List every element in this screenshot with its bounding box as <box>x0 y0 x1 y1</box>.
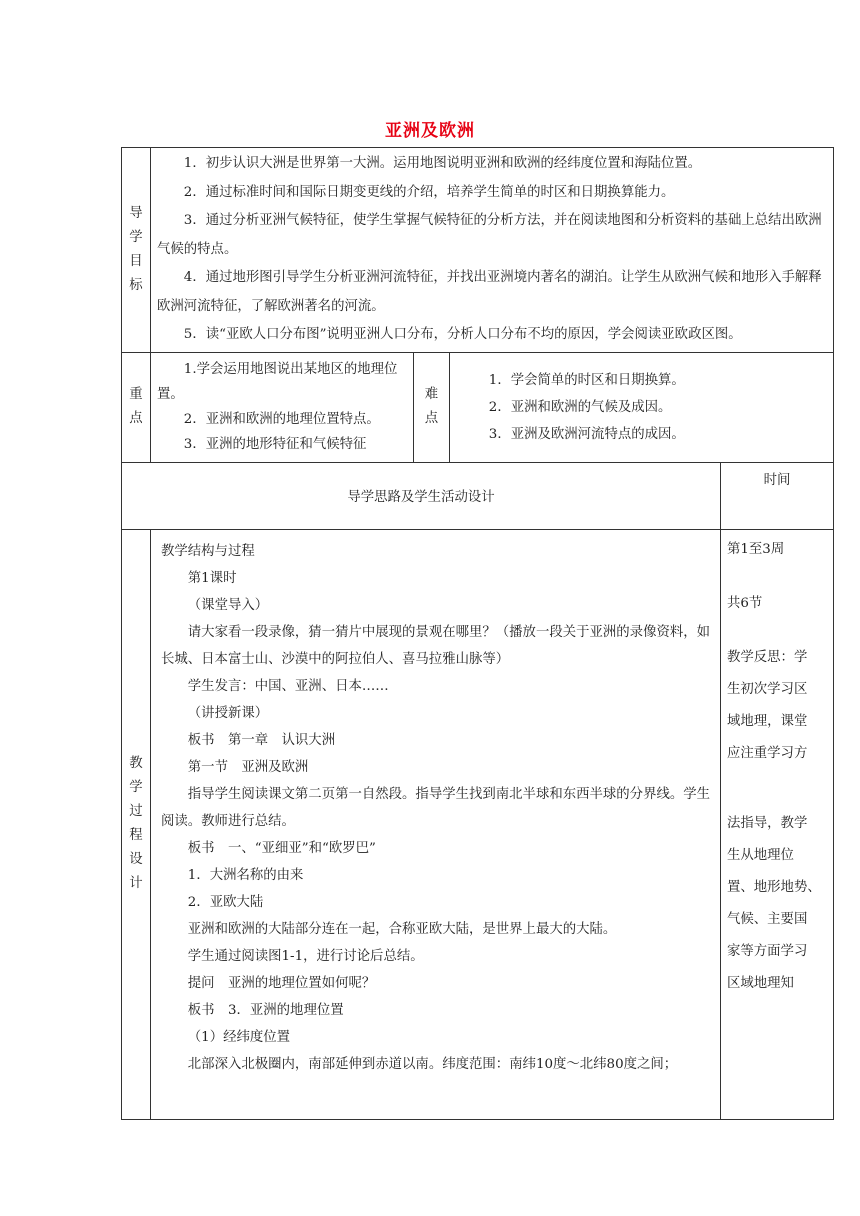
process-line: （1）经纬度位置 <box>187 1029 291 1045</box>
process-label: 教 学 过 程 设 计 <box>122 529 151 1119</box>
objective-item: 2．通过标准时间和国际日期变更线的介绍，培养学生简单的时区和日期换算能力。 <box>183 184 675 200</box>
reflection-line: 应注重学习方 <box>727 745 808 761</box>
reflection-line: 气候、主要国 <box>727 911 808 927</box>
process-line: 学生通过阅读图1-1，进行讨论后总结。 <box>187 948 424 964</box>
process-row <box>122 529 834 1119</box>
objective-item: 5．读“亚欧人口分布图”说明亚洲人口分布，分析人口分布不均的原因，学会阅读亚欧政区图。 <box>183 327 742 342</box>
keypoint-item: 1.学会运用地图说出某地区的地理位置。 <box>157 361 398 402</box>
process-content <box>151 529 721 1119</box>
reflection-line: 生从地理位 <box>727 847 794 863</box>
difficulties-label: 难 点 <box>414 352 450 462</box>
objectives-content <box>151 148 834 353</box>
reflection-line: 置、地形地势、 <box>727 879 821 895</box>
process-line: 第一节 亚洲及欧洲 <box>187 759 309 775</box>
keypoint-item: 3．亚洲的地形特征和气候特征 <box>183 436 367 452</box>
process-line: 教学结构与过程 <box>161 543 255 559</box>
process-line: 北部深入北极圈内，南部延伸到赤道以南。纬度范围：南纬10度～北纬80度之间； <box>187 1056 678 1072</box>
weeks-note: 第1至3周 <box>727 541 785 557</box>
process-line: 板书 3．亚洲的地理位置 <box>187 1002 344 1018</box>
keypoint-item: 2．亚洲和欧洲的地理位置特点。 <box>183 411 380 427</box>
reflection-line: 生初次学习区 <box>727 681 808 697</box>
reflection-line: 区域地理知 <box>727 975 794 991</box>
objective-item: 1．初步认识大洲是世界第一大洲。运用地图说明亚洲和欧洲的经纬度位置和海陆位置。 <box>183 156 702 171</box>
page-title: 亚洲及欧洲 <box>385 121 475 141</box>
process-line: 2．亚欧大陆 <box>187 894 264 910</box>
difficulties-content <box>450 352 834 462</box>
process-line: 板书 第一章 认识大洲 <box>187 732 336 748</box>
difficulty-item: 3．亚洲及欧洲河流特点的成因。 <box>488 426 685 442</box>
difficulty-item: 2．亚洲和欧洲的气候及成因。 <box>488 399 672 415</box>
reflection-line: 教学反思：学 <box>727 649 808 665</box>
reflection-line: 域地理，课堂 <box>727 713 808 729</box>
process-line: 板书 一、“亚细亚”和“欧罗巴” <box>187 840 376 856</box>
process-line: 学生发言：中国、亚洲、日本…… <box>187 678 389 694</box>
lesson-plan-table <box>121 147 834 1120</box>
keypoints-label: 重 点 <box>122 352 151 462</box>
objectives-row <box>122 148 834 353</box>
keypoints-content <box>151 352 414 462</box>
time-header: 时间 <box>721 462 834 529</box>
difficulty-item: 1．学会简单的时区和日期换算。 <box>488 372 685 388</box>
process-line: 亚洲和欧洲的大陆部分连在一起，合称亚欧大陆，是世界上最大的大陆。 <box>187 921 617 937</box>
objectives-label: 导 学 目 标 <box>122 148 151 353</box>
process-line: 1．大洲名称的由来 <box>187 867 304 883</box>
reflection-line: 法指导，教学 <box>727 815 808 831</box>
process-line: 请大家看一段录像，猜一猜片中展现的景观在哪里？（播放一段关于亚洲的录像资料，如长城、日本富士山、沙漠中的阿拉伯人、喜马拉雅山脉等） <box>161 624 711 667</box>
design-header-row <box>122 462 834 529</box>
reflection-line: 家等方面学习 <box>727 943 808 959</box>
process-line: （课堂导入） <box>187 597 269 613</box>
process-line: （讲授新课） <box>187 705 269 721</box>
time-notes <box>721 529 834 1119</box>
objective-item: 4．通过地形图引导学生分析亚洲河流特征，并找出亚洲境内著名的湖泊。让学生从欧洲气候和地形入手解释欧洲河流特征，了解欧洲著名的河流。 <box>157 270 822 314</box>
process-line: 提问 亚洲的地理位置如何呢？ <box>187 975 376 991</box>
process-line: 指导学生阅读课文第二页第一自然段。指导学生找到南北半球和东西半球的分界线。学生阅读。教师进行总结。 <box>161 786 711 829</box>
keypoints-row <box>122 352 834 462</box>
process-line: 第1课时 <box>187 570 237 586</box>
objective-item: 3．通过分析亚洲气候特征，使学生掌握气候特征的分析方法，并在阅读地图和分析资料的基础上总结出欧洲气候的特点。 <box>157 213 822 257</box>
sections-note: 共6节 <box>727 595 763 611</box>
design-header: 导学思路及学生活动设计 <box>122 462 721 529</box>
